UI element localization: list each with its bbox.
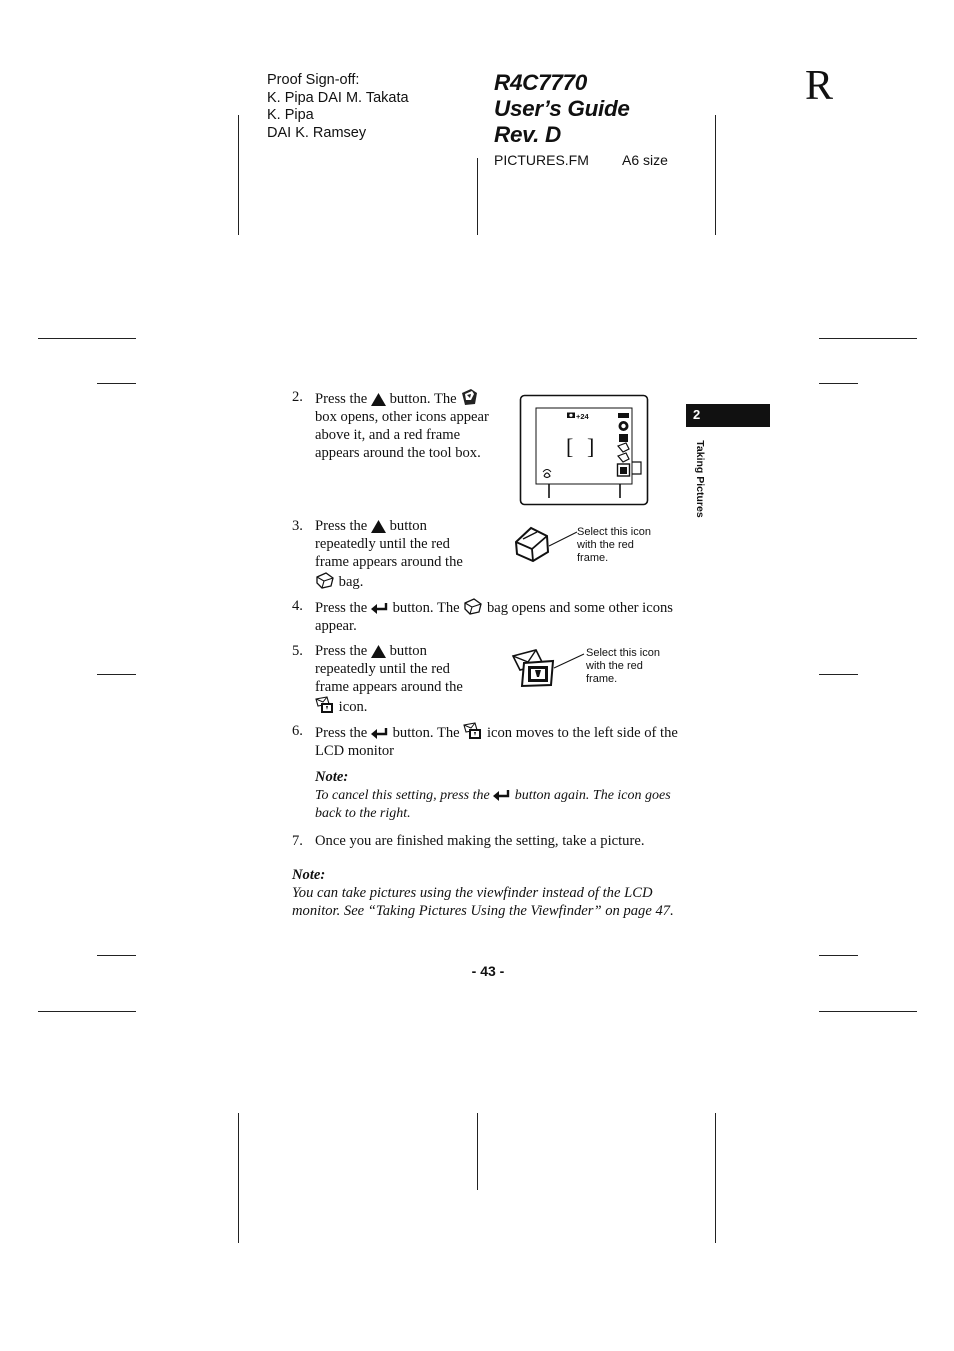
step-6-text: Press the button. The icon moves to the left side of the LCD monitor <box>315 722 685 760</box>
step-number: 2. <box>292 389 303 405</box>
crop-mark <box>819 955 858 956</box>
page-number: - 43 - <box>471 963 505 979</box>
bag-callout-illustration <box>513 524 583 564</box>
step-4-text: Press the button. The bag opens and some other icons appear. <box>315 597 680 635</box>
bag-icon <box>516 528 548 561</box>
proof-signoff: Proof Sign-off: K. Pipa DAI M. Takata K. Pipa DAI K. Ramsey <box>267 72 409 141</box>
bag-icon <box>463 597 483 615</box>
photo-mail-icon <box>315 696 335 714</box>
bag-icon <box>315 571 335 589</box>
crop-mark <box>715 1113 716 1243</box>
file-info <box>494 152 668 168</box>
crop-mark <box>97 955 136 956</box>
corner-letter: R <box>805 63 834 109</box>
focus-bracket-left-icon: [ <box>566 434 574 459</box>
step-number: 6. <box>292 723 303 739</box>
callout-text: Select this icon with the red frame. <box>586 647 660 685</box>
enter-icon <box>493 789 511 802</box>
photo-mail-icon <box>513 650 553 686</box>
step-2-text: Press the button. The box opens, other icons appear above it, and a red frame appears around the tool box. <box>315 388 495 462</box>
crop-mark <box>477 158 478 235</box>
camera-icon <box>567 413 575 419</box>
crop-mark <box>238 1113 239 1243</box>
step-number: 3. <box>292 518 303 534</box>
photo-mail-callout-illustration <box>510 646 588 688</box>
crop-mark <box>97 674 136 675</box>
crop-mark <box>819 1011 917 1012</box>
step-3-text: Press the button repeatedly until the red frame appears around the bag. <box>315 518 463 590</box>
note-heading: Note: <box>292 867 326 883</box>
up-arrow-icon <box>371 645 386 658</box>
crop-mark <box>477 1113 478 1190</box>
toolbox-icon <box>460 388 478 406</box>
crop-mark <box>238 115 239 235</box>
up-arrow-icon <box>371 393 386 406</box>
crop-mark <box>819 338 917 339</box>
crop-mark <box>715 115 716 235</box>
note-body: To cancel this setting, press the button again. The icon goes back to the right. <box>315 788 671 821</box>
focus-bracket-right-icon: ] <box>587 434 595 459</box>
lcd-readout: +24 <box>576 412 589 421</box>
crop-mark <box>819 383 858 384</box>
chapter-tab: 2 <box>686 404 770 427</box>
step-number: 7. <box>292 833 303 849</box>
chapter-tab-label: Taking Pictures <box>694 440 706 518</box>
callout-text: Select this icon with the red frame. <box>577 526 651 564</box>
document-title: R4C7770 User’s Guide Rev. D <box>494 70 630 147</box>
step-number: 5. <box>292 643 303 659</box>
crop-mark <box>38 338 136 339</box>
crop-mark <box>38 1011 136 1012</box>
enter-icon <box>371 727 389 740</box>
crop-mark <box>819 674 858 675</box>
step-number: 4. <box>292 598 303 614</box>
enter-icon <box>371 602 389 615</box>
note-body: You can take pictures using the viewfinder instead of the LCD monitor. See “Taking Pictures Using the Viewfinder” on page 47. <box>292 885 674 919</box>
step-5-text: Press the button repeatedly until the red frame appears around the icon. <box>315 643 463 715</box>
photo-mail-icon <box>463 722 483 740</box>
note-heading: Note: <box>315 769 349 785</box>
crop-mark <box>97 383 136 384</box>
page-size: A6 size <box>622 152 668 168</box>
step-7-text: Once you are finished making the setting, take a picture. <box>315 833 645 849</box>
lcd-monitor-illustration <box>519 394 649 506</box>
file-name: PICTURES.FM <box>494 152 589 168</box>
up-arrow-icon <box>371 520 386 533</box>
